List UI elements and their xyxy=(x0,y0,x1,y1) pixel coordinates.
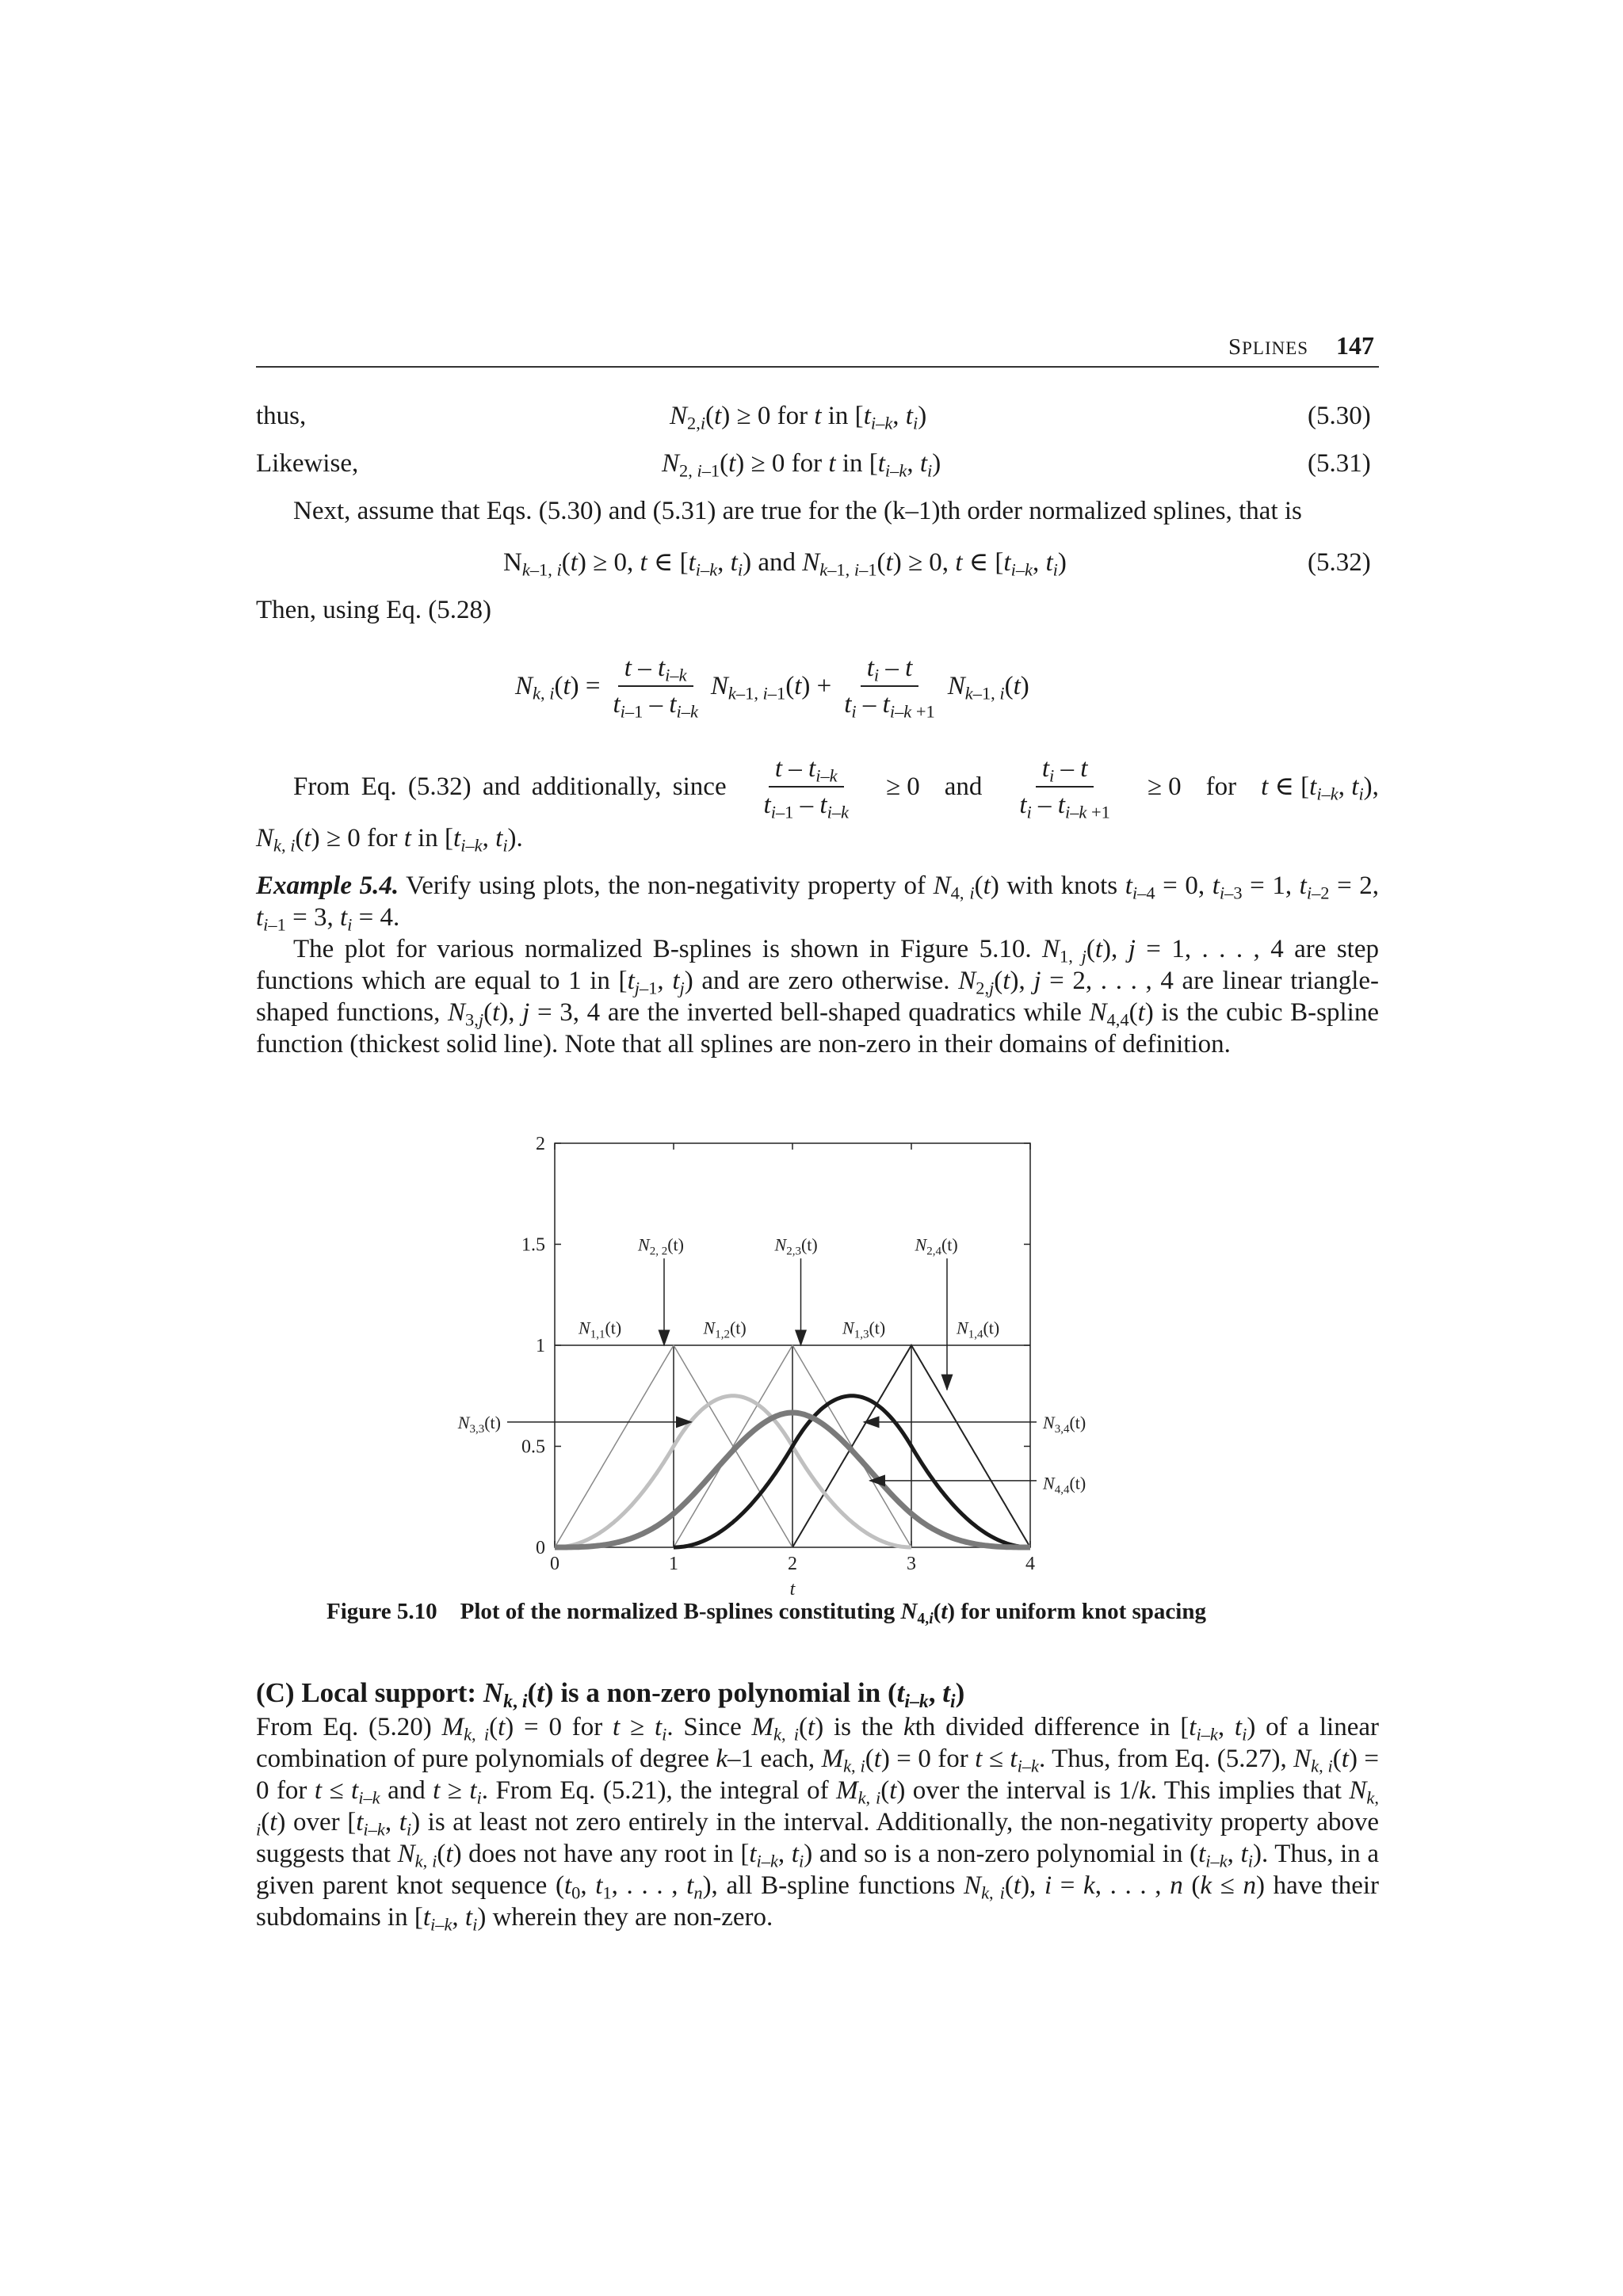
y-tick-label: 0 xyxy=(536,1538,545,1558)
y-tick-label: 2 xyxy=(536,1134,545,1154)
eq-number-5-32: (5.32) xyxy=(1308,548,1371,577)
y-tick-label: 1 xyxy=(536,1336,545,1356)
x-tick-label: 4 xyxy=(1025,1554,1035,1574)
x-tick-label: 2 xyxy=(788,1554,797,1574)
x-tick-label: 0 xyxy=(550,1554,559,1574)
label-n11: $N_{1,1}(t)$ xyxy=(579,1318,622,1341)
y-tick-label: 1.5 xyxy=(521,1234,545,1256)
x-axis-label: t xyxy=(789,1579,796,1600)
eq-number-5-31: (5.31) xyxy=(1308,449,1371,478)
from-eq-line: From Eq. (5.32) and additionally, since $\frac{t - t_{i-k}}{t_{i-1} - t_{i-k}}$ ≥ 0 and $\frac{t_i - t}{t_i - t_{i-k +1}}$ ≥ 0 for t ∈ [$t_{i-k}$, $t_i$), xyxy=(293,754,1379,822)
eq531-lead: Likewise, xyxy=(256,449,359,478)
para-next: Next, assume that Eqs. (5.30) and (5.31) are true for the (k–1)th order normalized splines, that is xyxy=(293,497,1302,525)
label-n24: $N_{2,4}(t)$ xyxy=(915,1234,958,1258)
section-c-body: From Eq. (5.20) $M_{k, i}(t) = 0$ for $t \ge t_i$. Since $M_{k, i}(t)$ is the kth divided difference in [$t_{i-k}$, $t_i$) of a linear combination of pure polynomials of degree k–1 each, $M_{k, i}(t) = 0$ for $t \le t_{i-k}$. Thus, from Eq. (5.27), $N_{k, i}(t) = 0$ for $t \le t_{i-k}$ and $t \ge t_i$. From Eq. (5.21), the integral of $M_{k, i}(t)$ over the interval is 1/k. This implies that $N_{k, i}(t)$ over [$t_{i-k}$, $t_i$) is at least not zero entirely in the interval. Additionally, the non-negativity property above suggests that $N_{k, i}(t)$ does not have any root in [$t_{i-k}$, $t_i$) and so is a non-zero polynomial in ($t_{i-k}$, $t_i$). Thus, in a given parent knot sequence ($t_0$, $t_1$, . . . , $t_n$), all B-spline functions $N_{k, i}(t)$, i = k, . . . , n (k ≤ n) have their subdomains in [$t_{i-k}$, $t_i$) wherein they are non-zero. xyxy=(256,1713,1380,1935)
x-tick-label: 3 xyxy=(907,1554,916,1574)
example-explanation: The plot for various normalized B-splines is shown in Figure 5.10. $N_{1, j}(t)$, j = 1, . . . , 4 are step functions which are equal to 1 in [$t_{j-1}$, $t_j$) and are zero otherwise. $N_{2,j}(t)$, j = 2, . . . , 4 are linear triangle-shaped functions, $N_{3,j}(t)$, j = 3, 4 are the inverted bell-shaped quadratics while $N_{4,4}(t)$ is the cubic B-spline function (thickest solid line). Note that all splines are non-zero in their domains of definition. xyxy=(256,935,1380,1058)
running-title: SPLINES xyxy=(1228,334,1309,360)
section-c-title: (C) Local support: $N_{k, i}(t)$ is a non-zero polynomial in ($t_{i-k}$, $t_i$) xyxy=(256,1677,965,1713)
eq-5-32: $N_{k-1, i}(t) \ge 0$, t ∈ [$t_{i-k}$, $t_i$) and $N_{k-1, i-1}(t) \ge 0$, t ∈ [$t_{i-k}$, $t_i$) xyxy=(503,548,1067,580)
eq-number-5-30: (5.30) xyxy=(1308,402,1371,430)
header-rule xyxy=(256,366,1379,368)
example-paragraph: Example 5.4. Verify using plots, the non-negativity property of $N_{4, i}(t)$ with knots $t_{i-4} = 0$, $t_{i-3} = 1$, $t_{i-2} = 2$, $t_{i-1} = 3$, $t_i = 4$. xyxy=(256,871,1380,935)
page-number: 147 xyxy=(1336,331,1374,360)
label-n33: $N_{3,3}(t)$ xyxy=(457,1412,501,1436)
label-n22: $N_{2, 2}(t)$ xyxy=(638,1234,684,1258)
figure-caption: Figure 5.10 Plot of the normalized B-splines constituting $N_{4,i}(t)$ for uniform knot spacing xyxy=(327,1599,1206,1627)
x-tick-label: 1 xyxy=(669,1554,678,1574)
result-line: $N_{k, i}(t) \ge 0$ for t in [$t_{i-k}$, $t_i$). xyxy=(256,824,523,856)
label-n13: $N_{1,3}(t)$ xyxy=(842,1318,886,1341)
eq-5-31: $N_{2, i-1}(t) \ge 0$ for t in [$t_{i-k}$, $t_i$) xyxy=(662,449,941,481)
figure-5-10-chart xyxy=(444,1113,1086,1604)
eq530-lead: thus, xyxy=(256,402,307,430)
label-n34: $N_{3,4}(t)$ xyxy=(1043,1412,1086,1436)
eq-5-30: $N_{2,i}(t) \ge 0$ for t in [$t_{i-k}$, $t_i$) xyxy=(670,402,927,433)
label-n12: $N_{1,2}(t)$ xyxy=(703,1318,747,1341)
then-text: Then, using Eq. (5.28) xyxy=(256,596,491,624)
from-eq-lead: From Eq. (5.32) and additionally, since xyxy=(293,772,727,801)
label-n23: $N_{2,3}(t)$ xyxy=(774,1234,818,1258)
label-n44: $N_{4,4}(t)$ xyxy=(1043,1473,1086,1497)
label-n14: $N_{1,4}(t)$ xyxy=(957,1318,1000,1341)
recurrence-equation: $N_{k, i}(t)$ = $\frac{t - t_{i-k}}{t_{i-1} - t_{i-k}}$ $N_{k-1, i-1}(t)$ + $\frac{t_i - t}{t_i - t_{i-k +1}}$ $N_{k-1, i}(t)$ xyxy=(515,654,1029,722)
y-tick-label: 0.5 xyxy=(521,1436,545,1458)
